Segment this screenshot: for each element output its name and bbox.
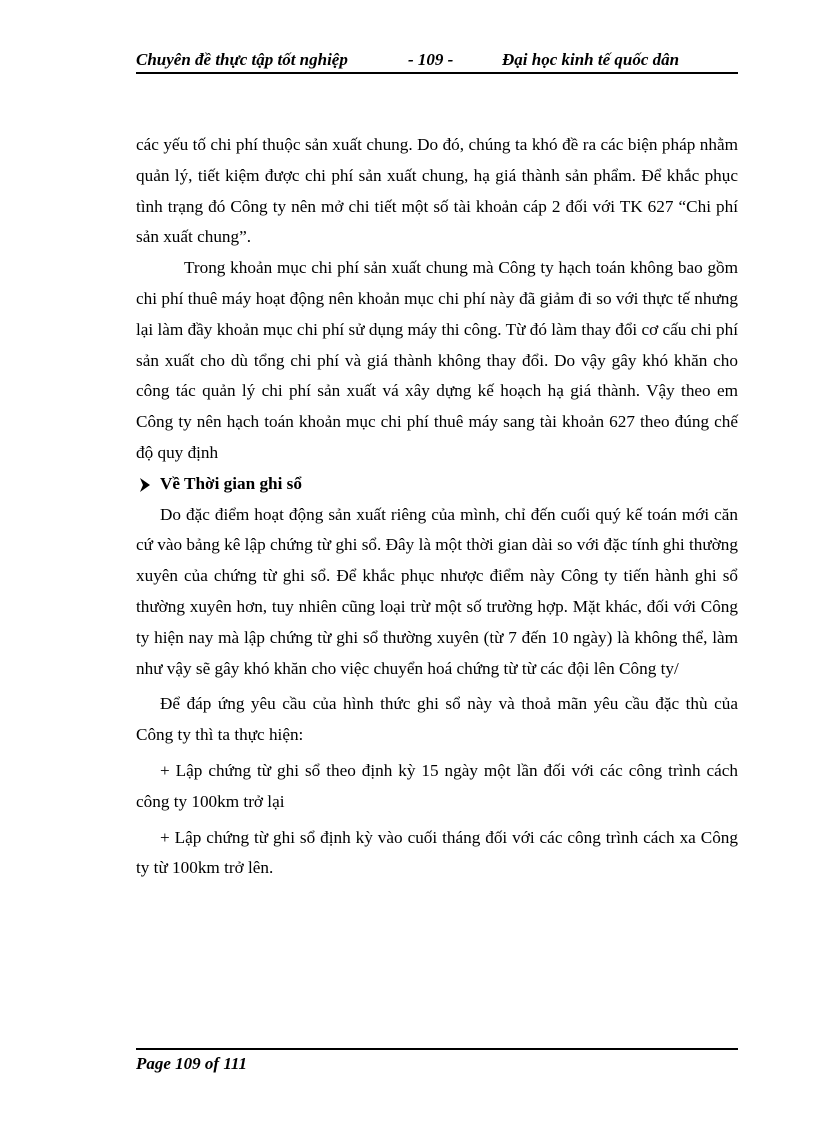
document-body — [136, 130, 738, 884]
footer-page-label: Page 109 of 111 — [136, 1054, 247, 1073]
arrow-right-icon — [140, 478, 150, 492]
paragraph-6: + Lập chứng từ ghi sổ định kỳ vào cuối tháng đối với các công trình cách xa Công ty từ 100km trở lên. — [136, 827, 738, 878]
section-heading-text: Về Thời gian ghi sổ — [160, 473, 302, 493]
page-header — [136, 46, 738, 74]
paragraph-1: các yếu tố chi phí thuộc sản xuất chung. Do đó, chúng ta khó đề ra các biện pháp nhằm quản lý, tiết kiệm được chi phí sản xuất chung, hạ giá thành sản phẩm. Để khắc phục tình trạng đó Công ty nên mở chi tiết một số tài khoản cáp 2 đối với TK 627 “Chi phí sản xuất chung”. — [136, 135, 738, 247]
section-heading — [136, 469, 738, 500]
paragraph-4: Để đáp ứng yêu cầu của hình thức ghi sổ này và thoả mãn yêu cầu đặc thù của Công ty thì ta thực hiện: — [136, 694, 738, 745]
header-page-number: - 109 - — [408, 50, 454, 69]
header-university: Đại học kinh tế quốc dân — [502, 50, 680, 69]
paragraph-5: + Lập chứng từ ghi sổ theo định kỳ 15 ngày một lần đối với các công trình cách công ty 100km trở lại — [136, 760, 738, 811]
header-thesis-title: Chuyên đề thực tập tốt nghiệp — [136, 50, 348, 69]
paragraph-3: Do đặc điểm hoạt động sản xuất riêng của mình, chỉ đến cuối quý kế toán mới căn cứ vào bảng kê lập chứng từ ghi sổ. Đây là một thời gian dài so với đặc tính ghi thường xuyên của chứng từ ghi sổ. Để khắc phục nhược điểm này Công ty tiến hành ghi sổ thường xuyên hơn, tuy nhiên cũng loại trừ một số trường hợp. Mặt khác, đối với Công ty hiện nay mà lập chứng từ ghi sổ thường xuyên (từ 7 đến 10 ngày) là không thể, làm như vậy sẽ gây khó khăn cho việc chuyển hoá chứng từ từ các đội lên Công ty/ — [136, 504, 738, 678]
paragraph-2: Trong khoản mục chi phí sản xuất chung mà Công ty hạch toán không bao gồm chi phí thuê máy hoạt động nên khoản mục chi phí này đã giảm đi so với thực tế nhưng lại làm đầy khoản mục chi phí sử dụng máy thi công. Từ đó làm thay đổi cơ cấu chi phí sản xuất cho dù tổng chi phí và giá thành không thay đổi. Do vậy gây khó khăn cho công tác quản lý chi phí sản xuất vá xây dựng kế hoạch hạ giá thành. Vậy theo em Công ty nên hạch toán khoản mục chi phí thuê máy sang tài khoản 627 theo đúng chế độ quy định — [136, 258, 738, 462]
page-footer — [136, 1048, 738, 1074]
